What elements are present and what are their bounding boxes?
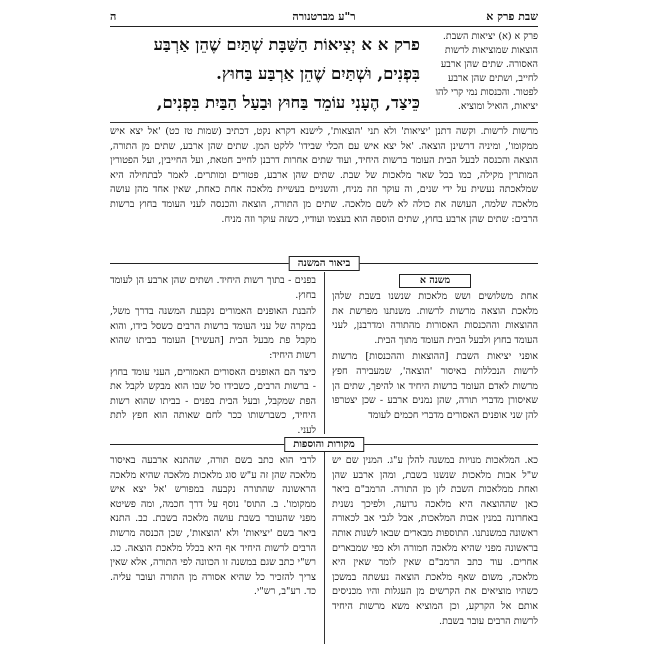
header-commentator: ר"ע מברטנורה (292, 10, 356, 23)
section-divider-sources (110, 437, 538, 451)
explanation-paragraph: כיצד הם האופנים האסורים האמורים, העני עומד בחוץ - ברשות הרבים, כשבידו סל שבו הוא מבקש לקבל את הפת שמקבל, ובעל הבית בפנים - בביתו שהוא רשות היחיד, כשברשותו ככר לחם שאותה הוא חפץ לתת לעני. (110, 366, 316, 434)
commentary-block: מרשות לרשות. וקשה דתנן 'יציאות' ולא תני 'הוצאות', לישנא דקרא נקט, דכתיב (שמות טז כט) 'אל יצא איש ממקומו', ומיניה דרשינן הוצאה. 'אל יצא איש עם הכלי שבידו' ללקט המן. שתים שהן ארבע, שתים מן התורה, הוצאה והכנסה לבעל הבית העומד ברשות היחיד, ועוד שתים אחרות דרבנן לחייב חטאת, ועל החייבין, ועל הפטורין המותרין מקילה, כמו בכל שאר מלאכות של שבת. שתים שהן ארבע, פטורים ומותרים. לאמר לבתחילה היא שמלאכתה נעשית על ידי שנים, וה עוקר וזה מניח, והשניים בעשיית מלאכה אחת כאחת, שאין אחד מהן עושה מלאכה שלמה, העושה את כולה לא לשם מלאכה. שתים מן התורה, הוצאה והכנסה לעני העומד בחוץ ברשות הרבים: שתים שהן ארבע בחוץ, שתים הוספה הוא בעצמו ועודיו, כשזה עוקר וזה מניח. (110, 122, 538, 257)
mishnah-line-3: כֵּיצַד, הֶעָנִי עוֹמֵד בַּחוּץ וּבַעַל הַבַּיִת בִּפְנִים, (156, 93, 420, 112)
explanation-paragraph: להבנת האופנים האמורים נקבעת המשנה בדרך משל, במקרה של עני העומד ברשות הרבים כשסל בידו, והוא מקבל פת מבעל הבית [העשיר] העומד בביתו שהוא רשות היחיד: (110, 306, 316, 361)
explanation-paragraph: בפנים - בתוך רשות היחיד. ושתים שהן ארבע הן לעומד בחוץ. (110, 275, 316, 301)
mishnah-number-label: משנה א (399, 274, 471, 288)
explanation-right-column (332, 274, 538, 434)
explanation-left-column (110, 274, 316, 434)
page-header (110, 10, 538, 27)
mishnah-line-2: בִּפְנִים, וּשְׁתַּיִם שֶׁהֵן אַרְבַּע בַּחוּץ. (216, 64, 420, 83)
column-separator (324, 272, 325, 434)
column-separator (324, 452, 325, 644)
section-title-explanation: ביאור המשנה (289, 256, 360, 271)
section-title-sources: מקורות והוספות (284, 437, 364, 452)
section-divider-explanation (110, 256, 538, 270)
mishnah-block (110, 30, 538, 118)
header-chapter: שבת פרק א (486, 10, 538, 23)
explanation-intro: אחת משלושים ושש מלאכות שנשנו בשבת שלהן מלאכת הוצאה מרשות לרשות. משנתנו מפרשת את ההוצאות וההכנסות האסורות מהתורה ומדרבנן, לעני העומד בחוץ ולבעל הבית העומד מתוך הבית. (332, 291, 538, 346)
header-page-number: ה (110, 10, 117, 23)
sources-left-column: לרבי הוא כתב בשם תורה, שהתנא ארבעה באיסור מלאכה שהן זה ע"ש סוג מלאכות מלאכה שהיא מלאכה הראשונה שהתורה נקבעה במפורש 'אל יצא איש ממקומו'. ב. התוס' נוסף על דרך חכמה, ומה פשיטא מפני שהעובר בשבת עושה מלאכה בשבת. כב. התנא ביאר בשם 'יציאות' ולא 'הוצאות', שכן הכנסה מרשות הרבים לרשות היחיד אף היא בכלל מלאכת הוצאה. כג. רש"י כתב שגם במשנה זו הכוונה לפי התורה, אלא שאין צריך להזכיר כל שהיא אסורה מן התורה ועובר עליה. כד. רע"ב, רש"י. (110, 455, 316, 598)
bartenura-note: פרק א (א) יציאות השבת. הוצאות שמוציאות לרשות האסורה. שתים שהן ארבע לחייב, ושתים שהן ארבע לפטור. והכנסות נמי קרי להו יציאות, הואיל ומוציא. (435, 31, 538, 112)
explanation-paragraph: אופני יציאות השבת [ההוצאות וההכנסות] מרשות לרשות הנכללות באיסור 'הוצאה', שמעבירה חפץ מרשות לאדם העומד ברשות היחיד או להיפך, שתים הן שאיסורן מדברי תורה, שהן נמנים ארבע - שכן יצטרפו להן שני אופנים האסורים מדברי חכמים לעומד (332, 351, 538, 421)
sources-right-column: כא. המלאכות מנויות במשנה להלן ע"ג. המנין שם יש ש"ל אבות מלאכות שנשנו בשבת, ומהן ארבע שהן ואחת ממלאכות השבת לזן מן התורה. הרמב"ם ביאר כאן שההוצאה היא מלאכה גרועה, ולפיכך נשנית באחרונה במנין אבות המלאכות, אבל לגבי אב לכאורה ראשונה במשנתנו. התוספות מבארים שבאו לשנות אותה בראשונה מפני שהיא מלאכה חמורה ולא כפי שמבארים אחרים. עוד כתב הרמב"ם שאין לומר שאין היא מלאכה, משום שאף מלאכת הוצאה נעשתה במשכן כשהיו מוציאים את הקרשים מן העגלות והיו מכניסים אותם אל הקרקע, וכן המוציא משא מרשות היחיד לרשות הרבים עובר בשבת. (332, 455, 538, 627)
mishnah-line-1: פרק א א יְצִיאוֹת הַשַּׁבָּת שְׁתַּיִם שֶׁהֵן אַרְבַּע (153, 35, 420, 54)
mishnah-text (110, 30, 420, 117)
